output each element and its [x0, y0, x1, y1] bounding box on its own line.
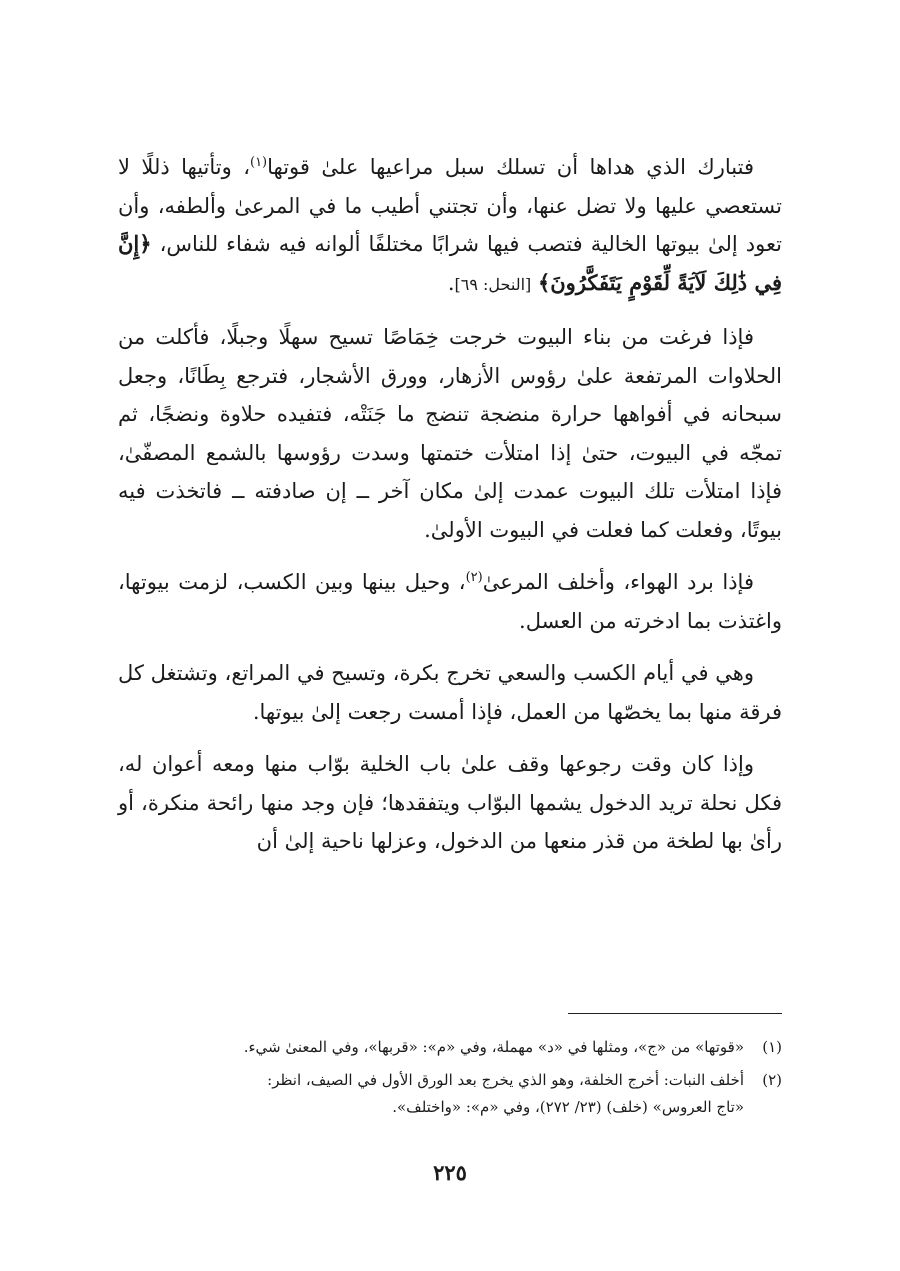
paragraph-3-text-a: فإذا برد الهواء، وأخلف المرعىٰ — [482, 570, 754, 594]
footnote-ref-2[interactable]: (٢) — [465, 570, 483, 585]
paragraph-3 — [118, 563, 782, 640]
paragraph-4 — [118, 654, 782, 731]
footnote-2 — [118, 1067, 782, 1121]
paragraph-1-end: . — [447, 270, 455, 295]
quran-verse: ﴿إِنَّ فِي ذَٰلِكَ لَآيَةً لِّقَوْمٍ يَتَفَكَّرُونَ﴾ — [118, 231, 782, 295]
main-text — [118, 148, 782, 875]
paragraph-1-text-a: فتبارك الذي هداها أن تسلك سبل مراعيها علىٰ قوتها — [267, 155, 754, 179]
paragraph-2-text: فإذا فرغت من بناء البيوت خرجت خِمَاصًا تسيح سهلًا وجبلًا، فأكلت من الحلاوات المرتفعة علىٰ رؤوس الأزهار، وورق الأشجار، فترجع بِطَانًا، وجعل سبحانه في أفواهها حرارة منضجة تنضج ما جَنَتْه، فتفيده حلاوة ونضجًا، ثم تمجّه في البيوت، حتىٰ إذا امتلأت ختمتها وسدت رؤوسها بالشمع المصفّىٰ، فإذا امتلأت تلك البيوت عمدت إلىٰ مكان آخر ــ إن صادفته ــ فاتخذت فيه بيوتًا، وفعلت كما فعلت في البيوت الأولىٰ. — [118, 325, 782, 542]
paragraph-5 — [118, 745, 782, 861]
footnote-number: (٢) — [762, 1071, 782, 1089]
paragraph-1-text-b: ، وتأتيها ذللًا لا تستعصي عليها ولا تضل عنها، وأن تجتني أطيب ما في المرعىٰ وألطفه، وأن تعود إلىٰ بيوتها الخالية فتصب فيها شرابًا مختلفًا ألوانه فيه شفاء للناس، — [118, 155, 782, 256]
paragraph-1 — [118, 148, 782, 304]
verse-citation: [النحل: ٦٩] — [454, 274, 532, 294]
footnote-text: أخلف النبات: أخرج الخلفة، وهو الذي يخرج بعد الورق الأول في الصيف، انظر: — [267, 1071, 744, 1089]
paragraph-5-text: وإذا كان وقت رجوعها وقف علىٰ باب الخلية بوّاب منها ومعه أعوان له، فكل نحلة تريد الدخول يشمها البوّاب ويتفقدها؛ فإن وجد منها رائحة منكرة، أو رأىٰ بها لطخة من قذر منعها من الدخول، وعزلها ناحية إلىٰ أن — [118, 752, 782, 853]
page-number: ٢٢٥ — [433, 1160, 467, 1185]
footnote-divider — [568, 1013, 782, 1014]
footnote-continuation: «تاج العروس» (خلف) (٢٣/ ٢٧٢)، وفي «م»: «واختلف». — [392, 1098, 744, 1116]
footnotes — [118, 1034, 782, 1127]
footnote-text: «قوتها» من «ج»، ومثلها في «د» مهملة، وفي «م»: «قربها»، وفي المعنىٰ شيء. — [243, 1038, 744, 1056]
footnote-ref-1[interactable]: (١) — [249, 155, 268, 170]
paragraph-4-text: وهي في أيام الكسب والسعي تخرج بكرة، وتسيح في المراتع، وتشتغل كل فرقة منها بما يخصّها من العمل، فإذا أمست رجعت إلىٰ بيوتها. — [118, 661, 782, 724]
paragraph-2 — [118, 318, 782, 549]
footnote-number: (١) — [762, 1038, 782, 1056]
paragraph-3-text-b: ، وحيل بينها وبين الكسب، لزمت بيوتها، واغتذت بما ادخرته من العسل. — [118, 570, 782, 633]
footnote-1 — [118, 1034, 782, 1061]
